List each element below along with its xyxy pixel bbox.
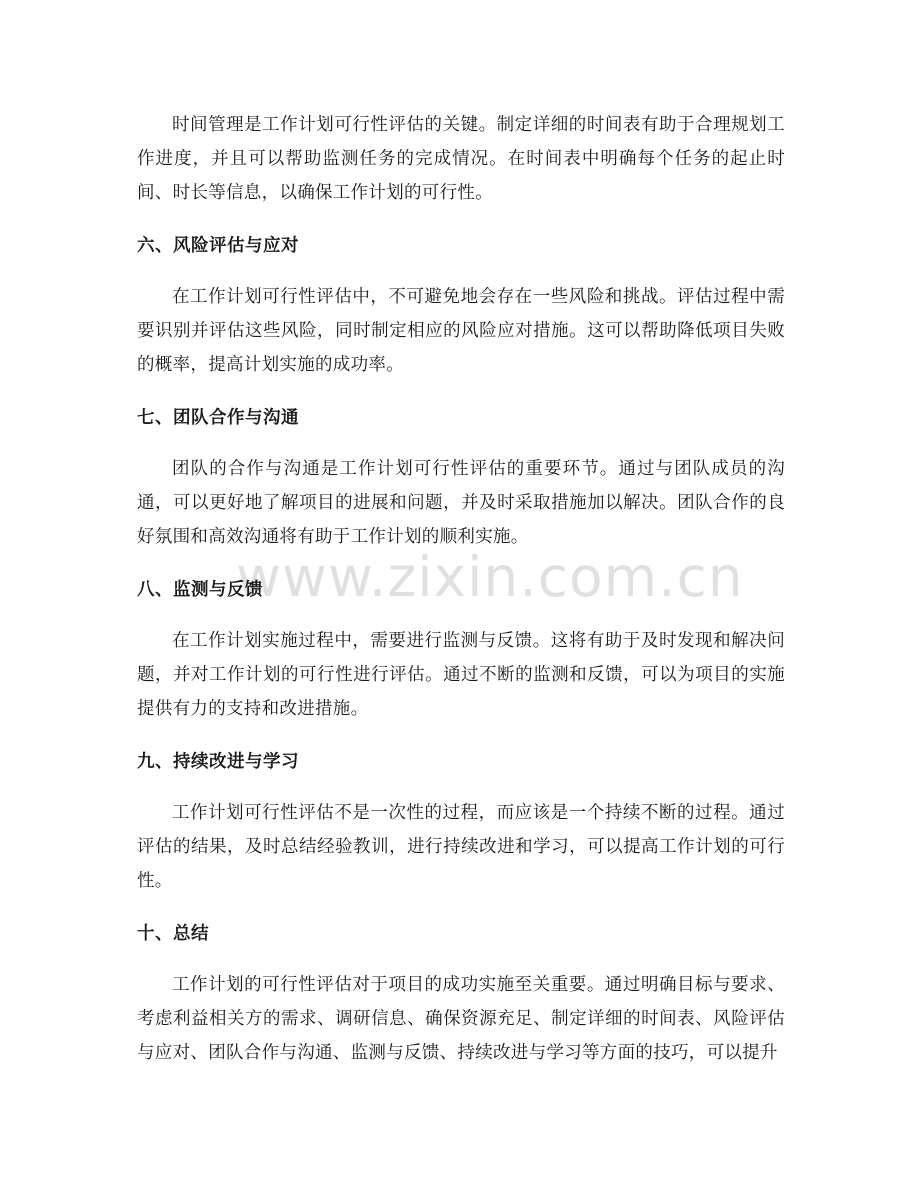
paragraph-monitoring: 在工作计划实施过程中，需要进行监测与反馈。这将有助于及时发现和解决问题，并对工作计划的可行性进行评估。通过不断的监测和反馈，可以为项目的实施提供有力的支持和改进措施。 <box>137 631 785 719</box>
paragraph-teamwork: 团队的合作与沟通是工作计划可行性评估的重要环节。通过与团队成员的沟通，可以更好地了解项目的进展和问题，并及时采取措施加以解决。团队合作的良好氛围和高效沟通将有助于工作计划的顺利实施。 <box>137 459 785 547</box>
paragraph-summary: 工作计划的可行性评估对于项目的成功实施至关重要。通过明确目标与要求、考虑利益相关方的需求、调研信息、确保资源充足、制定详细的时间表、风险评估与应对、团队合作与沟通、监测与反馈、持续改进与学习等方面的技巧，可以提升 <box>137 975 785 1063</box>
paragraph-risk-assessment: 在工作计划可行性评估中，不可避免地会存在一些风险和挑战。评估过程中需要识别并评估这些风险，同时制定相应的风险应对措施。这可以帮助降低项目失败的概率，提高计划实施的成功率。 <box>137 287 785 375</box>
paragraph-time-management: 时间管理是工作计划可行性评估的关键。制定详细的时间表有助于合理规划工作进度，并且可以帮助监测任务的完成情况。在时间表中明确每个任务的起止时间、时长等信息，以确保工作计划的可行性。 <box>137 115 785 203</box>
paragraph-continuous-improvement: 工作计划可行性评估不是一次性的过程，而应该是一个持续不断的过程。通过评估的结果，及时总结经验教训，进行持续改进和学习，可以提高工作计划的可行性。 <box>137 803 785 891</box>
heading-monitoring: 八、监测与反馈 <box>137 580 263 600</box>
watermark: www.zixin.com.cn <box>236 545 744 609</box>
document-body <box>137 108 785 1070</box>
heading-teamwork: 七、团队合作与沟通 <box>137 408 299 428</box>
heading-summary: 十、总结 <box>137 924 209 944</box>
heading-continuous-improvement: 九、持续改进与学习 <box>137 752 299 772</box>
heading-risk-assessment: 六、风险评估与应对 <box>137 236 299 256</box>
